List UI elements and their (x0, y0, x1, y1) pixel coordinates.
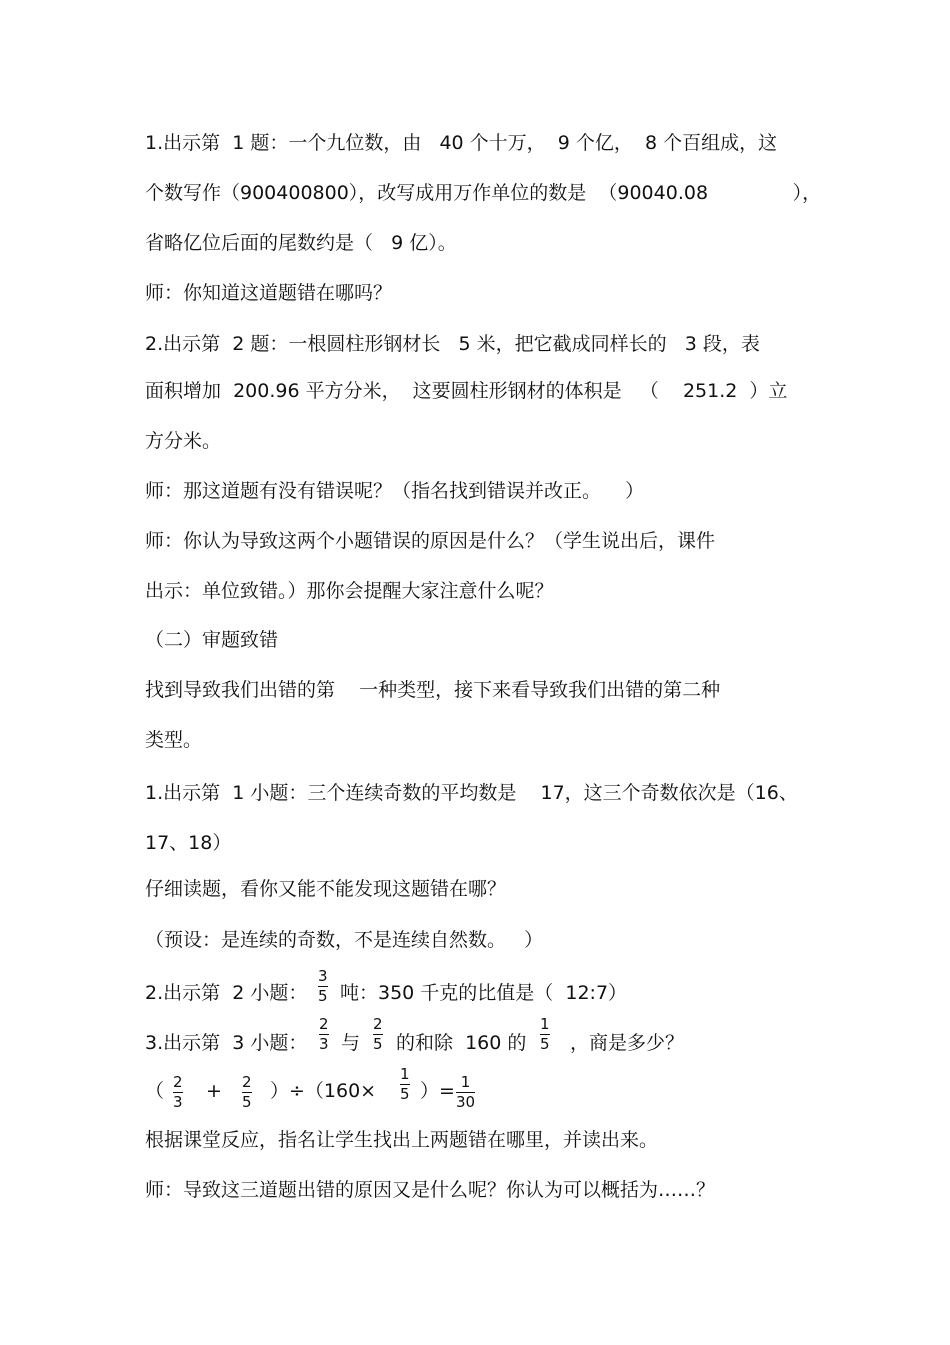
fraction (319, 1016, 329, 1053)
fraction-denominator: 5 (400, 1085, 410, 1103)
text-line: （预设：是连续的奇数，不是连续自然数。 ） (145, 929, 544, 951)
fraction-denominator: 5 (373, 1035, 383, 1053)
q2-prefix: 2.出示第 2 小题： (145, 982, 308, 1004)
text-line: 17、18） (145, 832, 232, 854)
fraction-denominator: 5 (242, 1093, 252, 1111)
text-line: 省略亿位后面的尾数约是（ 9 亿）。 (145, 232, 457, 254)
text-line: 仔细读题，看你又能不能发现这题错在哪？ (145, 878, 507, 900)
fraction-denominator: 30 (456, 1093, 476, 1111)
text-line: 出示：单位致错。）那你会提醒大家注意什么呢？ (145, 580, 554, 602)
q3-mid2: 的和除 160 的 (396, 1032, 527, 1054)
fraction (456, 1074, 475, 1111)
fraction-numerator: 1 (540, 1015, 550, 1033)
fraction-numerator: 1 (400, 1065, 410, 1083)
text-line: 类型。 (145, 729, 203, 751)
eq-plus: + (206, 1080, 222, 1102)
eq-mid: ）÷（160× (270, 1080, 377, 1102)
text-line: 1.出示第 1 题：一个九位数，由 40 个十万， 9 个亿， 8 个百组成，这 (145, 132, 778, 154)
section-heading: （二）审题致错 (145, 629, 279, 651)
fraction-denominator: 3 (319, 1035, 329, 1053)
fraction-numerator: 3 (318, 967, 328, 985)
text-line: 方分米。 (145, 430, 222, 452)
text-line: 师：你认为导致这两个小题错误的原因是什么？（学生说出后，课件 (145, 530, 716, 552)
eq-close: ）= (420, 1080, 455, 1102)
text-line: 1.出示第 1 小题：三个连续奇数的平均数是 17，这三个奇数依次是（16、 (145, 782, 798, 804)
text-line: 师：导致这三道题出错的原因又是什么呢？你认为可以概括为……？ (145, 1179, 716, 1201)
text-line: 根据课堂反应，指名让学生找出上两题错在哪里，并读出来。 (145, 1129, 659, 1151)
fraction-numerator: 2 (319, 1015, 329, 1033)
fraction (318, 968, 328, 1005)
fraction (400, 1066, 410, 1103)
text-line: 师：你知道这道题错在哪吗？ (145, 282, 393, 304)
fraction-denominator: 3 (173, 1093, 183, 1111)
text-line: 面积增加 200.96 平方分米， 这要圆柱形钢材的体积是 （ 251.2 ）立 (145, 380, 788, 402)
fraction (242, 1074, 252, 1111)
fraction (373, 1016, 383, 1053)
text-line: 找到导致我们出错的第 一种类型，接下来看导致我们出错的第二种 (145, 679, 721, 701)
fraction-denominator: 5 (318, 987, 328, 1005)
fraction-denominator: 5 (540, 1035, 550, 1053)
fraction-numerator: 2 (242, 1073, 252, 1091)
q3-prefix: 3.出示第 3 小题： (145, 1032, 308, 1054)
q2-suffix: 吨：350 千克的比值是（ 12:7） (340, 982, 628, 1004)
text-line: 2.出示第 2 题：一根圆柱形钢材长 5 米，把它截成同样长的 3 段，表 (145, 333, 760, 355)
fraction (173, 1074, 183, 1111)
q3-suffix: ，商是多少？ (570, 1032, 685, 1054)
eq-open: （ (145, 1080, 165, 1102)
fraction (540, 1016, 550, 1053)
fraction-numerator: 2 (173, 1073, 183, 1091)
q3-mid1: 与 (341, 1032, 361, 1054)
fraction-numerator: 1 (460, 1073, 471, 1091)
text-line: 师：那这道题有没有错误呢？（指名找到错误并改正。 ） (145, 480, 645, 502)
fraction-numerator: 2 (373, 1015, 383, 1033)
text-line: 个数写作（900400800），改写成用万作单位的数是 （90040.08 ）， (145, 182, 822, 204)
